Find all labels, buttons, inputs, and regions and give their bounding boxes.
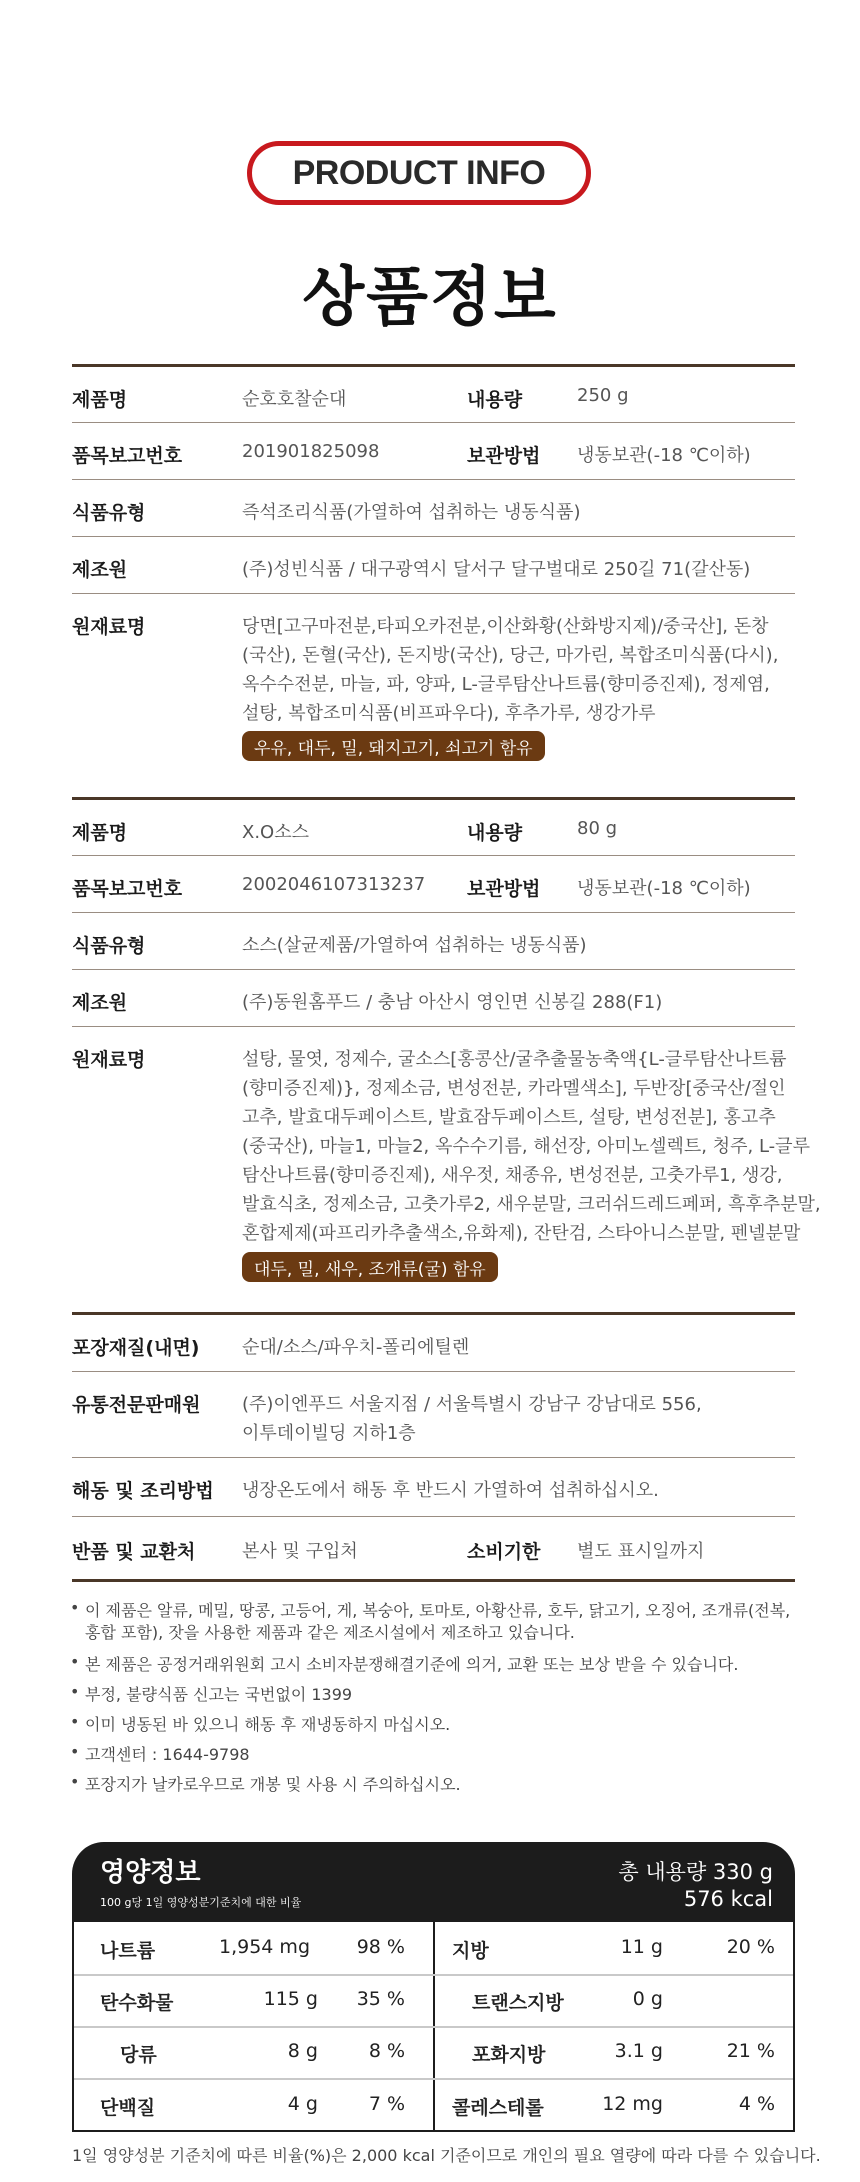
- value: 순대/소스/파우치-폴리에틸렌: [242, 1337, 470, 1358]
- nutrient-name: 콜레스테롤: [452, 2097, 544, 2119]
- value: X.O소스: [242, 822, 309, 843]
- value: 80 g: [577, 818, 618, 839]
- nutrition-panel: [72, 1842, 795, 2132]
- product2-row-maker: [72, 970, 795, 1027]
- product-info-badge: PRODUCT INFO: [247, 141, 591, 205]
- note-item: • 포장지가 날카로우므로 개봉 및 사용 시 주의하십시오.: [85, 1772, 461, 1795]
- value: 냉동보관(-18 ℃이하): [577, 878, 751, 899]
- ingredients-line: (향미증진제)}, 정제소금, 변성전분, 카라멜색소], 두반장[중국산/절인: [242, 1078, 786, 1099]
- ingredients-line: 혼합제제(파프리카추출색소,유화제), 잔탄검, 스타아니스분말, 펜넬분말: [242, 1223, 801, 1244]
- divider: [74, 2026, 793, 2028]
- label: 원재료명: [72, 1049, 146, 1071]
- nutrition-footnote: 1일 영양성분 기준치에 따른 비율(%)은 2,000 kcal 기준이므로 개인의 필요 열량에 따라 다를 수 있습니다.: [72, 2146, 821, 2165]
- label: 해동 및 조리방법: [72, 1480, 214, 1502]
- nutrition-subtitle: 100 g당 1일 영양성분기준치에 대한 비율: [100, 1896, 302, 1909]
- product2-row-ingredients: [72, 1027, 821, 1312]
- label: 유통전문판매원: [72, 1394, 201, 1416]
- nutrition-total: 총 내용량 330 g: [618, 1860, 773, 1884]
- label: 소비기한: [467, 1541, 541, 1563]
- label: 제품명: [72, 389, 128, 411]
- product1-row-name: [72, 367, 795, 423]
- product2-row-report: [72, 856, 795, 913]
- label: 보관방법: [467, 445, 541, 467]
- product2-row-name: [72, 800, 795, 856]
- seller-line: (주)이엔푸드 서울지점 / 서울특별시 강남구 강남대로 556,: [242, 1394, 702, 1415]
- nutrient-name: 트랜스지방: [472, 1992, 564, 2014]
- nutrient-amount: 12 mg: [602, 2093, 663, 2115]
- nutrition-title: 영양정보: [100, 1858, 201, 1888]
- label: 식품유형: [72, 935, 146, 957]
- product1-row-type: [72, 480, 795, 537]
- nutrient-percent: 20 %: [726, 1936, 775, 1958]
- label: 내용량: [467, 822, 523, 844]
- label: 식품유형: [72, 502, 146, 524]
- nutrient-percent: 8 %: [368, 2040, 405, 2062]
- label: 제조원: [72, 992, 128, 1014]
- nutrient-amount: 4 g: [287, 2093, 318, 2115]
- row-package: [72, 1315, 795, 1372]
- nutrient-percent: 7 %: [368, 2093, 405, 2115]
- note-item: • 부정, 불량식품 신고는 국번없이 1399: [85, 1682, 352, 1705]
- note-item: • 이미 냉동된 바 있으니 해동 후 재냉동하지 마십시오.: [85, 1712, 450, 1735]
- seller-line: 이투데이빌딩 지하1층: [242, 1423, 416, 1444]
- allergen-badge: 우유, 대두, 밀, 돼지고기, 쇠고기 함유: [242, 731, 545, 761]
- note-item: • 이 제품은 알류, 메밀, 땅콩, 고등어, 게, 복숭아, 토마토, 아황산류, 호두, 닭고기, 오징어, 조개류(전복,: [85, 1598, 790, 1621]
- nutrient-percent: 98 %: [356, 1936, 405, 1958]
- nutrient-name: 포화지방: [472, 2044, 546, 2066]
- product1-row-maker: [72, 537, 795, 594]
- value: (주)성빈식품 / 대구광역시 달서구 달구벌대로 250길 71(갈산동): [242, 559, 751, 580]
- row-return: [72, 1517, 795, 1579]
- page-title: 상품정보: [302, 261, 558, 335]
- value: 201901825098: [242, 441, 380, 462]
- label: 품목보고번호: [72, 878, 183, 900]
- label: 품목보고번호: [72, 445, 183, 467]
- ingredients-line: 고추, 발효대두페이스트, 발효잠두페이스트, 설탕, 변성전분], 홍고추: [242, 1107, 776, 1128]
- ingredients-line: (국산), 돈혈(국산), 돈지방(국산), 당근, 마가린, 복합조미식품(다시),: [242, 645, 779, 666]
- product2-table: [72, 797, 821, 1312]
- value: (주)동원홈푸드 / 충남 아산시 영인면 신봉길 288(F1): [242, 992, 663, 1013]
- label: 원재료명: [72, 616, 146, 638]
- note-item: • 고객센터 : 1644-9798: [85, 1742, 250, 1765]
- nutrient-amount: 3.1 g: [614, 2040, 663, 2062]
- row-seller: [72, 1372, 795, 1458]
- nutrient-amount: 11 g: [620, 1936, 663, 1958]
- nutrition-kcal: 576 kcal: [683, 1887, 773, 1911]
- nutrient-amount: 115 g: [263, 1988, 318, 2010]
- label: 포장재질(내면): [72, 1337, 200, 1359]
- nutrient-name: 단백질: [100, 2097, 156, 2119]
- product1-table: [72, 364, 795, 794]
- divider: [74, 2078, 793, 2080]
- value: 순호호찰순대: [242, 389, 347, 410]
- label: 제품명: [72, 822, 128, 844]
- nutrient-name: 지방: [452, 1940, 489, 1962]
- ingredients-line: (중국산), 마늘1, 마늘2, 옥수수기름, 해선장, 아미노셀렉트, 청주, L-글루: [242, 1136, 810, 1157]
- nutrient-amount: 0 g: [632, 1988, 663, 2010]
- common-table: [72, 1312, 795, 1582]
- nutrient-name: 탄수화물: [100, 1992, 174, 2014]
- nutrient-amount: 8 g: [287, 2040, 318, 2062]
- value: 냉장온도에서 해동 후 반드시 가열하여 섭취하십시오.: [242, 1480, 659, 1501]
- ingredients-line: 설탕, 물엿, 정제수, 굴소스[홍콩산/굴추출물농축액{L-글루탐산나트륨: [242, 1049, 787, 1070]
- value: 소스(살균제품/가열하여 섭취하는 냉동식품): [242, 935, 587, 956]
- value: 본사 및 구입처: [242, 1541, 358, 1562]
- allergen-badge: 대두, 밀, 새우, 조개류(굴) 함유: [242, 1252, 498, 1282]
- label: 내용량: [467, 389, 523, 411]
- ingredients-line: 당면[고구마전분,타피오카전분,이산화황(산화방지제)/중국산], 돈창: [242, 616, 769, 637]
- divider: [74, 1974, 793, 1976]
- value: 별도 표시일까지: [577, 1541, 705, 1562]
- nutrient-percent: 35 %: [356, 1988, 405, 2010]
- ingredients-line: 발효식초, 정제소금, 고춧가루2, 새우분말, 크러쉬드레드페퍼, 흑후추분말,: [242, 1194, 821, 1215]
- note-item-continued: 홍합 포함), 잣을 사용한 제품과 같은 제조시설에서 제조하고 있습니다.: [85, 1623, 575, 1642]
- nutrient-percent: 21 %: [726, 2040, 775, 2062]
- product2-row-type: [72, 913, 795, 970]
- ingredients-line: 옥수수전분, 마늘, 파, 양파, L-글루탐산나트륨(향미증진제), 정제염,: [242, 674, 770, 695]
- value: 2002046107313237: [242, 874, 426, 895]
- label: 제조원: [72, 559, 128, 581]
- note-item: • 본 제품은 공정거래위원회 고시 소비자분쟁해결기준에 의거, 교환 또는 보상 받을 수 있습니다.: [85, 1652, 738, 1675]
- nutrient-name: 나트륨: [100, 1940, 156, 1962]
- value: 냉동보관(-18 ℃이하): [577, 445, 751, 466]
- nutrient-name: 당류: [120, 2044, 157, 2066]
- divider: [72, 1579, 795, 1582]
- label: 보관방법: [467, 878, 541, 900]
- ingredients-line: 탐산나트륨(향미증진제), 새우젓, 채종유, 변성전분, 고춧가루1, 생강,: [242, 1165, 783, 1186]
- product1-row-report: [72, 423, 795, 480]
- nutrient-percent: 4 %: [738, 2093, 775, 2115]
- value: 즉석조리식품(가열하여 섭취하는 냉동식품): [242, 502, 581, 523]
- product1-row-ingredients: [72, 594, 795, 794]
- nutrient-amount: 1,954 mg: [219, 1936, 311, 1958]
- nutrition-table: [72, 1922, 795, 2132]
- ingredients-line: 설탕, 복합조미식품(비프파우다), 후추가루, 생강가루: [242, 703, 656, 724]
- value: 250 g: [577, 385, 629, 406]
- nutrition-header: [72, 1842, 795, 1922]
- label: 반품 및 교환처: [72, 1541, 196, 1563]
- row-cook: [72, 1458, 795, 1517]
